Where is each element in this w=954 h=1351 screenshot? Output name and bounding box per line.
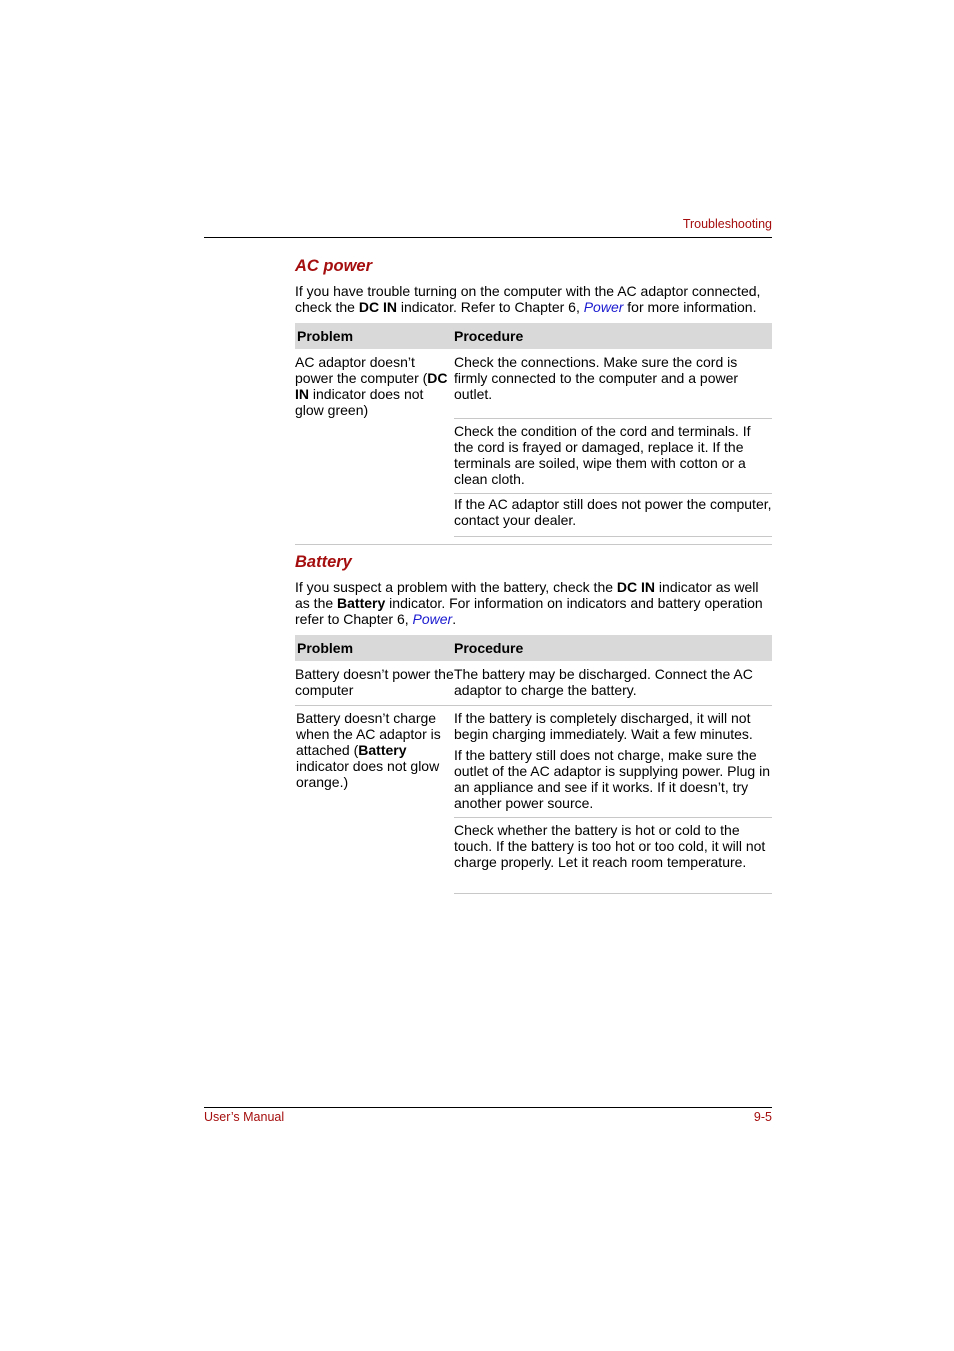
procedure-cell: The battery may be discharged. Connect the AC adaptor to charge the battery. <box>454 666 753 698</box>
footer-manual-title: User’s Manual <box>204 1110 285 1124</box>
ac-power-table <box>295 323 772 537</box>
table-row <box>295 661 772 706</box>
header-rule <box>204 237 772 238</box>
running-header: Troubleshooting <box>682 217 772 231</box>
column-header-problem: Problem <box>297 328 354 344</box>
ac-power-title: AC power <box>295 257 373 275</box>
problem-cell: AC adaptor doesn’t power the computer (DC IN indicator does not glow green) <box>295 354 448 418</box>
battery-table-header <box>295 635 772 661</box>
procedure-cell: Check the connections. Make sure the cord is firmly connected to the computer and a power outlet. <box>454 349 772 419</box>
page-number: 9-5 <box>753 1110 772 1124</box>
column-header-procedure: Procedure <box>454 328 524 344</box>
ac-power-table-header <box>295 323 772 349</box>
power-chapter-link[interactable]: Power <box>412 611 453 627</box>
procedure-cell: Check the condition of the cord and terminals. If the cord is frayed or damaged, replace it. If the terminals are soiled, wipe them with cotton or a clean cloth. <box>454 419 772 494</box>
battery-table <box>295 635 772 894</box>
table-bottom-rule <box>295 544 772 545</box>
problem-cell: Battery doesn’t power the computer <box>295 666 454 698</box>
battery-section <box>295 552 772 627</box>
table-row <box>295 706 772 894</box>
battery-intro: If you suspect a problem with the battery, check the DC IN indicator as well as the Battery indicator. For information on indicators and battery operation refer to Chapter 6, Power. <box>295 579 763 627</box>
battery-title: Battery <box>295 553 352 571</box>
ac-power-section <box>295 256 772 315</box>
footer-rule <box>204 1107 772 1108</box>
procedure-cell: Check whether the battery is hot or cold to the touch. If the battery is too hot or too cold, it will not charge properly. Let it reach room temperature. <box>454 818 772 894</box>
table-row <box>295 349 772 537</box>
problem-cell: Battery doesn’t charge when the AC adaptor is attached (Battery indicator does not glow orange.) <box>296 710 441 790</box>
ac-power-intro: If you have trouble turning on the computer with the AC adaptor connected, check the DC IN indicator. Refer to Chapter 6, Power for more information. <box>295 283 761 315</box>
power-chapter-link[interactable]: Power <box>583 299 624 315</box>
procedure-cell: If the AC adaptor still does not power the computer, contact your dealer. <box>454 494 772 537</box>
column-header-problem: Problem <box>297 640 354 656</box>
procedure-cell: If the battery is completely discharged, it will not begin charging immediately. Wait a few minutes. If the battery still does not charge, make sure the outlet of the AC adaptor is supplying power. Plug in an appliance and see if it works. If it doesn’t, try another power source. <box>454 706 772 818</box>
column-header-procedure: Procedure <box>454 640 524 656</box>
